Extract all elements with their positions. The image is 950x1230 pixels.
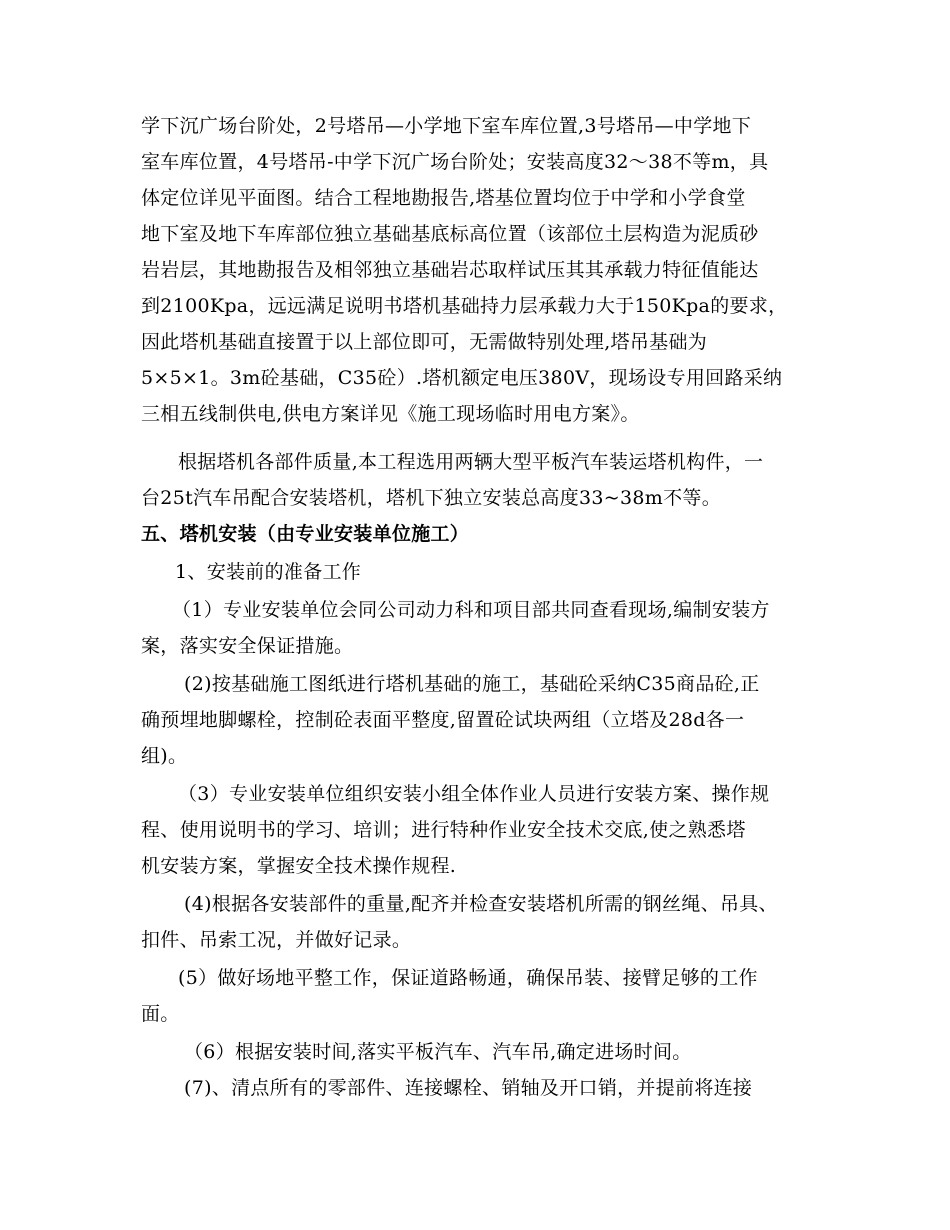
paragraph-line: 5×5×1。3m砼基础，C35砼）.塔机额定电压380V，现场设专用回路采纳 <box>141 367 783 389</box>
paragraph-line: (5）做好场地平整工作，保证道路畅通，确保吊装、接臂足够的工作 <box>178 967 758 989</box>
paragraph-line: 确预埋地脚螺栓，控制砼表面平整度,留置砼试块两组（立塔及28d各一 <box>141 709 745 731</box>
paragraph-line: 程、使用说明书的学习、培训；进行特种作业安全技术交底,使之熟悉塔 <box>141 819 746 841</box>
paragraph-line: (4)根据各安装部件的重量,配齐并检查安装塔机所需的钢丝绳、吊具、 <box>184 893 778 915</box>
paragraph-line: 岩岩层，其地勘报告及相邻独立基础岩芯取样试压其其承载力特征值能达 <box>141 259 759 281</box>
paragraph-line: (2)按基础施工图纸进行塔机基础的施工，基础砼采纳C35商品砼,正 <box>184 673 760 695</box>
paragraph-line: 台25t汽车吊配合安装塔机，塔机下独立安装总高度33~38m不等。 <box>141 487 722 509</box>
paragraph-line: 因此塔机基础直接置于以上部位即可，无需做特别处理,塔吊基础为 <box>141 331 708 353</box>
paragraph-line: 机安装方案，掌握安全技术操作规程. <box>141 855 457 877</box>
paragraph-line: 根据塔机各部件质量,本工程选用两辆大型平板汽车装运塔机构件，一 <box>178 451 764 473</box>
paragraph-line: 学下沉广场台阶处，2号塔吊—小学地下室车库位置,3号塔吊—中学地下 <box>141 115 752 137</box>
paragraph-line: （3）专业安装单位组织安装小组全体作业人员进行安装方案、操作规 <box>178 783 770 805</box>
paragraph-line: （1）专业安装单位会同公司动力科和项目部共同查看现场,编制安装方 <box>172 599 770 621</box>
paragraph-line: (7)、清点所有的零部件、连接螺栓、销轴及开口销，并提前将连接 <box>184 1077 753 1099</box>
paragraph-line: 组)。 <box>141 745 188 767</box>
paragraph-line: （6）根据安装时间,落实平板汽车、汽车吊,确定进场时间。 <box>184 1041 692 1063</box>
paragraph-line: 到2100Kpa，远远满足说明书塔机基础持力层承载力大于150Kpa的要求， <box>141 295 788 317</box>
paragraph-line: 扣件、吊索工况，并做好记录。 <box>141 929 412 951</box>
paragraph-line: 案，落实安全保证措施。 <box>141 635 354 657</box>
paragraph-line: 地下室及地下车库部位独立基础基底标高位置（该部位土层构造为泥质砂 <box>141 223 759 245</box>
paragraph-line: 室车库位置，4号塔吊-中学下沉广场台阶处；安装高度32～38不等m，具 <box>141 151 769 173</box>
paragraph-line: 三相五线制供电,供电方案详见《施工现场临时用电方案》。 <box>141 403 640 425</box>
subsection-heading: 1、安装前的准备工作 <box>175 561 362 583</box>
paragraph-line: 面。 <box>141 1003 180 1025</box>
section-heading: 五、塔机安装（由专业安装单位施工） <box>141 523 470 545</box>
paragraph-line: 体定位详见平面图。结合工程地勘报告,塔基位置均位于中学和小学食堂 <box>141 187 746 209</box>
